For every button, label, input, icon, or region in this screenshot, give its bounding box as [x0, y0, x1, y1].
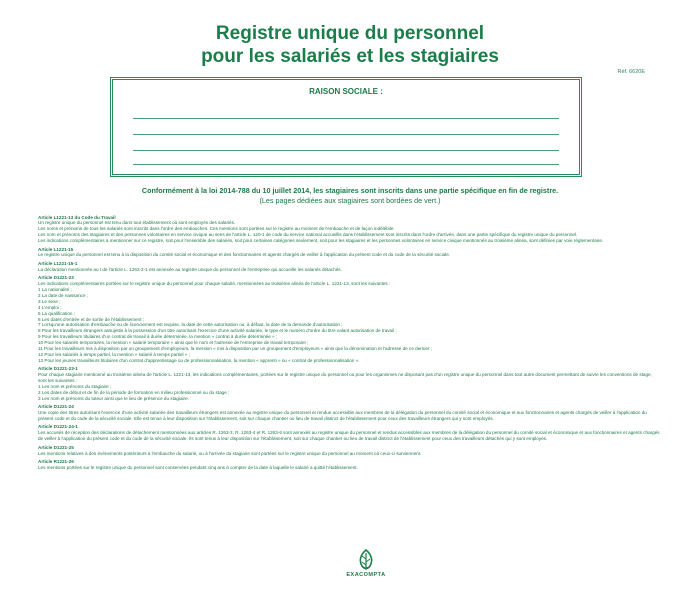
legal-article: [38, 424, 660, 442]
legal-intro: [20, 186, 680, 206]
articles-list: [38, 212, 660, 471]
article-line: Les noms et prénoms de tous les salariés sont inscrits dans l'ordre des embauches. Ces mentions sont portées sur le registre au moment de l'embauche et de façon indélébile.: [38, 226, 395, 232]
legal-article: [38, 445, 660, 457]
article-line: 3 Le sexe ;: [38, 298, 61, 304]
article-title: Article R1221-26: [38, 458, 74, 464]
article-line: 2 La date de naissance ;: [38, 292, 89, 298]
legal-article: [38, 247, 660, 259]
article-title: Article D1221-24-1: [38, 424, 78, 430]
company-name-box: [110, 77, 582, 177]
article-line: 3 Les nom et prénoms du tuteur ainsi que le lieu de présence du stagiaire.: [38, 395, 189, 401]
article-line: La déclaration mentionnée au I de l'article L. 1262-2-1 est annexée au registre unique du personnel de l'entreprise qui accueille les salariés détachés.: [38, 266, 342, 272]
legal-article: [38, 261, 660, 273]
article-line: Les indications complémentaires portées sur le registre unique du personnel pour chaque salarié, mentionnées au troisième alinéa de l'article L. 1221-13, sont les suivantes :: [38, 281, 391, 287]
article-line: Pour chaque stagiaire mentionné au troisième alinéa de l'article L. 1221-13, les indications complémentaires, portées sur le registre unique du personnel ou pour les organismes ne disposant pas d'un registre unique du personnel dans tout autre document permettant de suivre les conventions de stage, sont les suivantes :: [38, 372, 652, 384]
article-line: 9 Pour les travailleurs titulaires d'un contrat de travail à durée déterminée, la mention « contrat à durée déterminée » ;: [38, 334, 278, 340]
company-name-label: RAISON SOCIALE :: [309, 87, 383, 96]
title-line-1: Registre unique du personnel: [215, 23, 485, 44]
writing-line: [133, 150, 559, 151]
article-line: 7 Lorsqu'une autorisation d'embauche ou de licenciement est requise, la date de cette autorisation ou, à défaut, la date de la demande d'autorisation ;: [38, 322, 343, 328]
article-line: 6 Les dates d'entrée et de sortie de l'établissement ;: [38, 316, 144, 322]
article-line: Les mentions relatives à des événements postérieurs à l'embauche du salarié, ou à l'arrivée du stagiaire sont portées sur le registre unique du personnel au moment où ceux-ci surviennent.: [38, 450, 422, 456]
legal-article: [38, 404, 660, 422]
article-line: Les indications complémentaires à mentionner sur ce registre, soit pour l'ensemble des salariés, soit pour certaines catégories seulement, soit pour les stagiaires et les personnes volontaires en service civique mentionnés au troisième alinéa, sont définies par voie réglementaire.: [38, 238, 604, 244]
article-line: 5 La qualification ;: [38, 310, 76, 316]
article-line: Le registre unique du personnel est tenu à la disposition du comité social et économique et des fonctionnaires et agents chargés de veiller à l'application du présent code et du code de la sécurité sociale.: [38, 252, 451, 258]
article-title: Article L1221-15: [38, 246, 74, 252]
article-line: Les mentions portées sur le registre unique du personnel sont conservées pendant cinq ans à compter de la date à laquelle le salarié a quitté l'établissement.: [38, 464, 358, 470]
article-line: 12 Pour les salariés à temps partiel, la mention « salarié à temps partiel » ;: [38, 351, 190, 357]
article-line: 2 Les dates de début et de fin de la période de formation en milieu professionnel ou du stage ;: [38, 389, 230, 395]
legal-article: [38, 275, 660, 364]
title-line-2: pour les salariés et les stagiaires: [201, 46, 499, 67]
reference-code: Réf. 6620E: [617, 69, 645, 75]
article-line: Un registre unique du personnel est tenu dans tout établissement où sont employés des salariés.: [38, 220, 236, 226]
article-title: Article D1221-25: [38, 444, 74, 450]
writing-line: [133, 164, 559, 165]
article-title: Article L1221-13 du Code du Travail: [38, 214, 116, 220]
article-line: 4 L'emploi ;: [38, 304, 62, 310]
intro-note-text: (Les pages dédiées aux stagiaires sont bordées de vert.): [259, 196, 441, 205]
article-line: 1 Les nom et prénoms du stagiaire ;: [38, 383, 112, 389]
article-line: 10 Pour les salariés temporaires, la mention « salarié temporaire » ainsi que le nom et l'adresse de l'entreprise de travail temporaire ;: [38, 340, 309, 346]
article-line: 13 Pour les jeunes travailleurs titulaires d'un contrat d'apprentissage ou de professionnalisation, la mention « apprenti » ou « contrat de professionnalisation ».: [38, 357, 360, 363]
article-line: 11 Pour les travailleurs mis à disposition par un groupement d'employeurs, la mention « mis à disposition par un groupement d'employeurs » ainsi que la dénomination et l'adresse de ce dernier ;: [38, 346, 432, 352]
exacompta-leaf-icon: [356, 549, 376, 571]
article-title: Article D1221-23: [38, 275, 74, 281]
article-title: Article D1221-23-1: [38, 366, 78, 372]
article-line: Les nom et prénoms des stagiaires et des personnes volontaires en service civique au sens de l'article L. 120-1 de code du service national accueillis dans l'établissement sont inscrits dans l'ordre d'arrivée, dans une partie spécifique du registre unique du personnel.: [38, 232, 578, 238]
article-title: Article D1221-24: [38, 404, 74, 410]
intro-bold-text: Conformément à la loi 2014-788 du 10 juillet 2014, les stagiaires sont inscrits dans une partie spécifique en fin de registre.: [141, 186, 559, 195]
logo-name: EXACOMPTA: [346, 572, 386, 578]
legal-article: [38, 366, 660, 401]
article-line: 8 Pour les travailleurs étrangers assujettis à la possession d'un titre autorisant l'exercice d'une activité salariée, le type et le numéro d'ordre du titre valant autorisation de travail ;: [38, 328, 397, 334]
legal-article: [38, 459, 660, 471]
article-line: 1 La nationalité ;: [38, 286, 72, 292]
legal-article: [38, 215, 660, 245]
writing-line: [133, 118, 559, 119]
article-title: Article L1221-15-1: [38, 260, 78, 266]
article-line: Les accusés de réception des déclarations de détachement mentionnées aux articles R. 1263-3, R. 1263-4 et R. 1263-6 sont annexés au registre unique du personnel et rendus accessibles aux membres de la délégation du personnel du comité social et économique et aux fonctionnaires et agents chargés de veiller à l'application du présent code et du code de la sécurité sociale. Ils sont tenus à leur disposition sur l'établissement, soit sur chaque chantier ou lieu de travail distinct de l'établissement pour ceux des travailleurs détachés qui y sont employés.: [38, 430, 660, 442]
exacompta-logo: [336, 549, 396, 578]
writing-line: [133, 134, 559, 135]
article-line: Une copie des titres autorisant l'exercice d'une activité salariée des travailleurs étrangers est annexée au registre unique du personnel et rendue accessible aux membres de la délégation du personnel du comité social et économique et aux fonctionnaires et agents chargés de veiller à l'application du présent code et du code de la sécurité sociale. Elle est tenue à leur disposition sur l'établissement, soit sur chaque chantier ou lieu de travail distinct de l'établissement pour ceux des travailleurs étrangers qui y sont employés.: [38, 410, 647, 421]
document-title: [0, 22, 700, 68]
